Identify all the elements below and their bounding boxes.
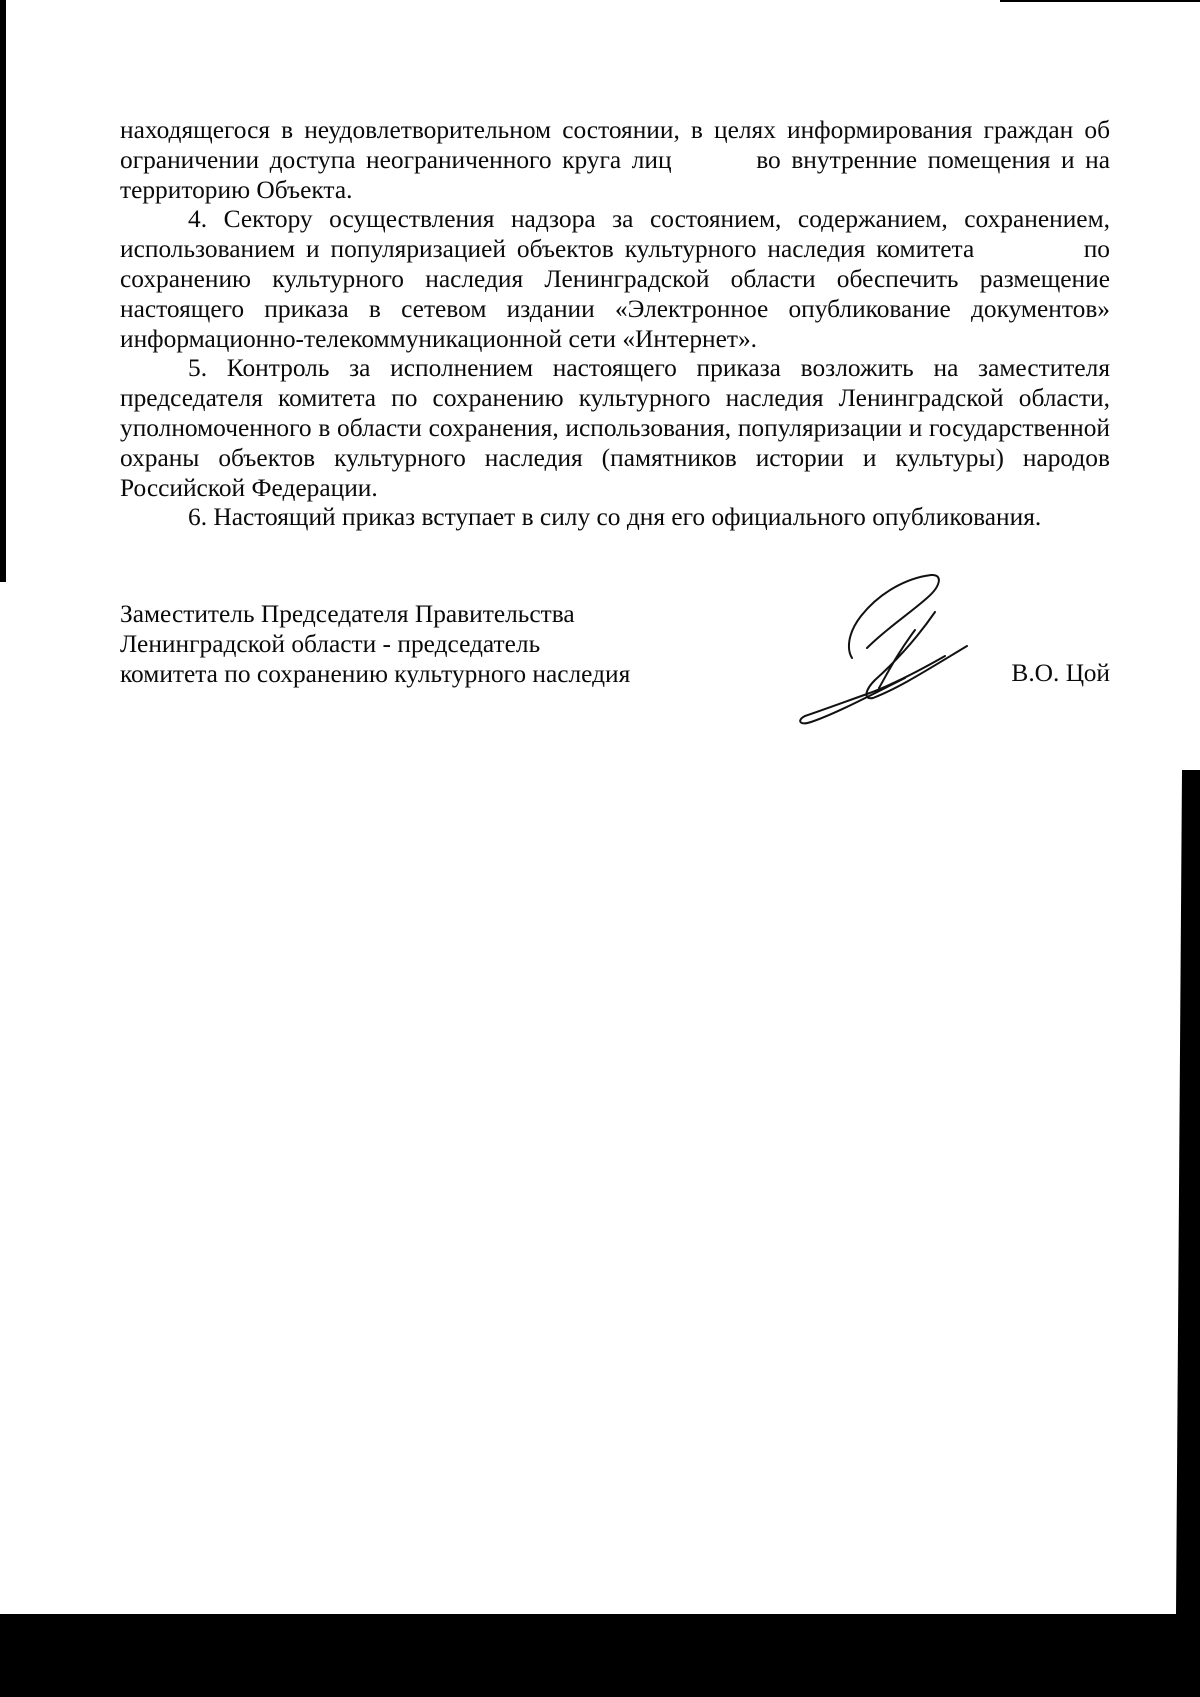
paragraph-line: настоящего приказа в сетевом издании «Электронное опубликование документов» [120,294,1110,323]
paragraph-line: и государственной охраны объектов культурного наследия (памятников истории [120,413,1117,472]
scan-border-left [0,0,6,582]
signer-position-line-3: комитета по сохранению культурного наследия [120,660,631,688]
paragraph-line: об ограничении доступа неограниченного круга лиц во внутренние помещения и [120,116,1117,174]
paragraph-line: 6. Настоящий приказ вступает в силу со дня его официального опубликования. [188,503,1042,532]
paragraph-line: 5. Контроль за исполнением настоящего приказа возложить на заместителя [188,354,1110,383]
paragraph-line: находящегося в неудовлетворительном состоянии, в целях информирования граждан [120,116,1074,144]
paragraph-line: на территорию Объекта. [120,145,1117,204]
signer-name: В.О. Цой [1011,659,1110,687]
document-paragraph [120,116,1117,205]
paragraph-line: сохранению культурного наследия Ленинградской области обеспечить размещение [120,264,1110,293]
document-paragraph [120,354,1117,503]
document-paragraph [120,205,1110,354]
scan-border-right [1182,770,1200,1615]
paragraph-line: и культуры) народов Российской Федерации. [120,443,1117,502]
document-paragraph [120,503,1110,533]
handwritten-signature [795,570,995,760]
paragraph-line: председателя комитета по сохранению культурного наследия Ленинградской [120,384,1004,413]
scan-border-bottom [0,1614,1200,1697]
paragraph-line: 4. Сектору осуществления надзора за состоянием, содержанием, сохранением, [188,205,1110,234]
scan-border-top [1000,0,1200,2]
signer-position-line-1: Заместитель Председателя Правительства [120,600,575,628]
paragraph-line: информационно-телекоммуникационной сети «Интернет». [120,324,758,353]
paragraph-line: области, уполномоченного в области сохранения, использования, популяризации [120,384,1117,442]
paragraph-line: использованием и популяризацией объектов культурного наследия комитета по [120,235,1110,264]
signer-position-line-2: Ленинградской области - председатель [120,630,541,658]
document-body [120,116,1117,533]
